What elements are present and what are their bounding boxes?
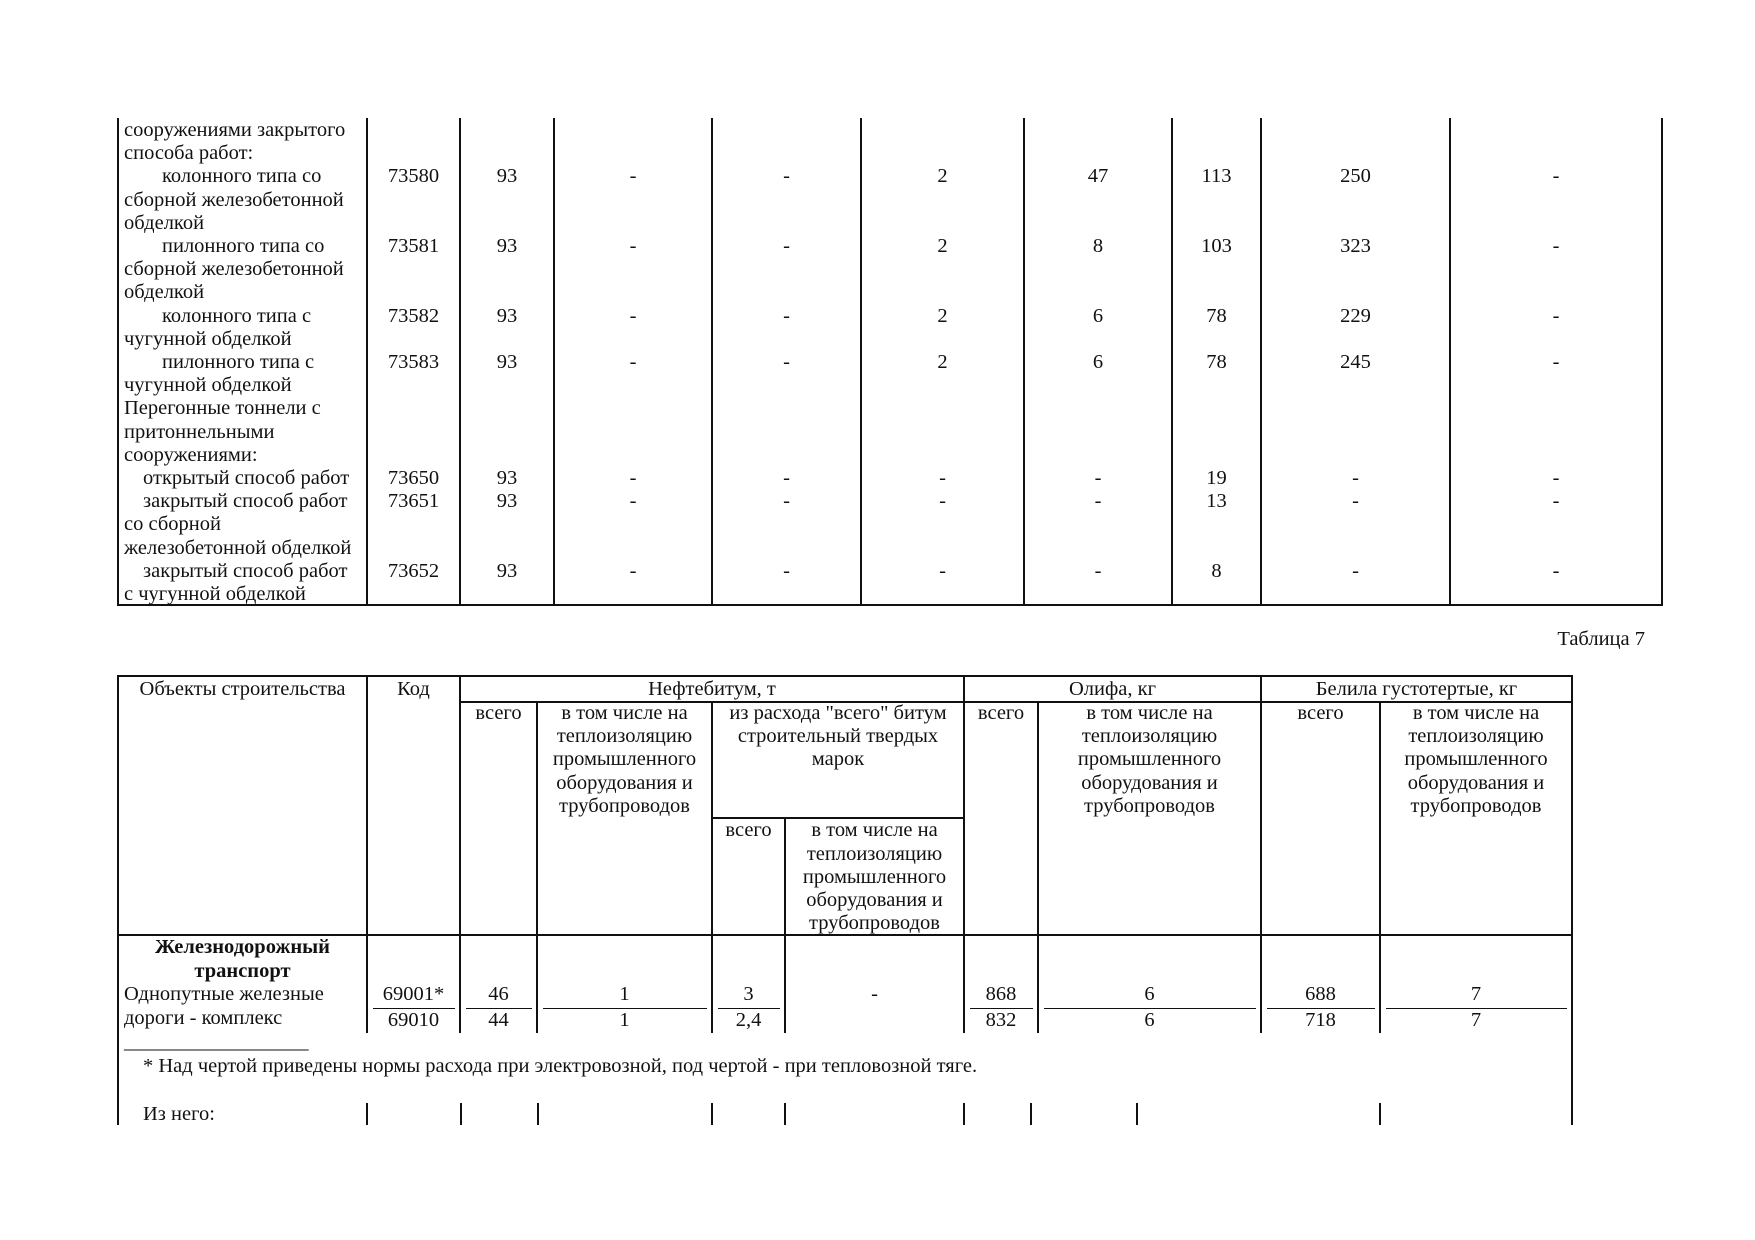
table-cell: 78 <box>1206 304 1227 327</box>
table-cell: - <box>939 490 946 513</box>
table-cell: 73583 <box>387 350 440 373</box>
row-label: открытый способ работ <box>143 466 350 489</box>
row-label: железобетонной обделкой <box>124 536 352 559</box>
header-bitumen-solid-insulation: трубопроводов <box>809 912 940 935</box>
table-cell: 2 <box>937 350 948 373</box>
table-column-rule <box>1136 1103 1138 1125</box>
table-cell: - <box>629 165 637 188</box>
header-bitumen-insulation: промышленного <box>552 748 697 771</box>
table-cell: 73580 <box>387 165 440 188</box>
header-drying-oil-insulation: в том числе на <box>1086 701 1213 724</box>
table-cell: - <box>939 466 946 489</box>
table-cell-above-line: - <box>871 983 878 1006</box>
table-cell: 323 <box>1340 234 1371 257</box>
header-bitumen-solid-grades: строительный твердых <box>737 725 939 748</box>
header-white-lead-total: всего <box>1297 701 1344 724</box>
header-bitumen-solid-insulation: промышленного <box>802 865 947 888</box>
table-column-rule <box>963 1103 965 1125</box>
table-column-rule <box>784 818 786 1033</box>
table-cell: 13 <box>1206 490 1227 513</box>
table-cell-below-line: 718 <box>1305 1008 1336 1031</box>
row-label: дороги - комплекс <box>124 1006 283 1029</box>
section-heading: Железнодорожный <box>155 936 330 959</box>
table-cell: - <box>1094 559 1102 582</box>
table-cell: 103 <box>1201 234 1232 257</box>
table-cell: 2 <box>937 304 948 327</box>
table-cell-below-line: 2,4 <box>735 1008 762 1031</box>
table-cell: 73582 <box>387 304 440 327</box>
table-cell: - <box>1094 490 1102 513</box>
table-column-rule <box>366 1103 368 1125</box>
table-column-rule <box>711 702 713 1033</box>
table-cell: 93 <box>496 304 518 327</box>
table-column-rule <box>366 676 368 1033</box>
table-column-rule <box>460 1103 462 1125</box>
table-cell: - <box>629 350 637 373</box>
table-cell-below-line: 6 <box>1144 1008 1155 1031</box>
table-cell-below-line: 69010 <box>387 1008 440 1031</box>
footnote-separator: __________________ <box>124 1031 309 1053</box>
row-label: колонного типа со <box>162 165 322 188</box>
header-bitumen-solid-grades: из расхода "всего" битум <box>729 701 947 724</box>
table-cell: - <box>1094 466 1102 489</box>
table-cell-below-line: 1 <box>619 1008 630 1031</box>
header-bitumen-insulation: теплоизоляцию <box>556 725 693 748</box>
table-column-rule <box>1379 702 1381 1033</box>
table-cell: - <box>629 304 637 327</box>
header-bitumen-insulation: трубопроводов <box>559 794 690 817</box>
table-cell: 93 <box>496 559 518 582</box>
footnote-text: * Над чертой приведены нормы расхода при электровозной, под чертой - при тепловозной тяге. <box>143 1055 978 1078</box>
table-cell: - <box>1352 559 1359 582</box>
row-label: колонного типа с <box>162 304 312 327</box>
table-cell: 6 <box>1092 350 1104 373</box>
header-white-lead-insulation: теплоизоляцию <box>1408 725 1544 748</box>
table-cell: - <box>939 559 946 582</box>
table-left-border <box>117 676 119 1125</box>
table-cell-above-line: 688 <box>1305 983 1336 1006</box>
header-white-lead-insulation: промышленного <box>1404 748 1548 771</box>
row-label: Однопутные железные <box>124 983 324 1006</box>
row-label: способа работ: <box>124 142 254 165</box>
row-label: сооружениями закрытого <box>124 118 346 141</box>
table-cell: - <box>1352 466 1359 489</box>
table-cell: - <box>629 234 637 257</box>
table-cell-above-line: 46 <box>488 983 509 1006</box>
table-right-border <box>1571 676 1573 1125</box>
table-cell-below-line: 44 <box>488 1008 509 1031</box>
table-cell: 250 <box>1340 165 1371 188</box>
table-cell: 73650 <box>387 466 440 489</box>
table-cell-above-line: 69001* <box>382 983 445 1006</box>
table-column-rule <box>536 702 538 1033</box>
table-cell: - <box>783 490 790 513</box>
table-cell: 73651 <box>387 490 440 513</box>
row-label: сооружениями: <box>124 443 258 466</box>
table-cell-below-line: 832 <box>985 1008 1017 1031</box>
header-drying-oil-insulation: оборудования и <box>1081 771 1218 794</box>
row-label: сборной железобетонной <box>124 258 344 281</box>
header-bitumen-insulation: в том числе на <box>561 701 688 724</box>
table-cell: - <box>1552 234 1560 257</box>
table-cell: 73652 <box>387 559 440 582</box>
table-cell-above-line: 1 <box>619 983 630 1006</box>
table-cell: 8 <box>1211 559 1222 582</box>
table-cell: - <box>783 234 790 257</box>
table-cell: 19 <box>1206 466 1227 489</box>
table-column-rule <box>963 676 965 1033</box>
table-cell: - <box>629 559 637 582</box>
header-bitumen: Нефтебитум, т <box>648 678 776 701</box>
header-drying-oil-insulation: трубопроводов <box>1084 794 1215 817</box>
table-column-rule <box>711 1103 713 1125</box>
header-bitumen-solid-insulation: теплоизоляцию <box>806 842 943 865</box>
row-label: чугунной обделкой <box>124 374 292 397</box>
row-label: со сборной <box>124 513 221 536</box>
table-column-rule <box>1037 702 1039 1033</box>
header-bitumen-solid-grades: марок <box>811 748 865 771</box>
table-caption: Таблица 7 <box>1557 628 1645 651</box>
table-cell: 73581 <box>387 234 440 257</box>
table-cell: 2 <box>937 234 948 257</box>
table-cell: 113 <box>1201 165 1232 188</box>
section-heading: транспорт <box>194 959 291 982</box>
table-cell: 245 <box>1340 350 1371 373</box>
table-cell: 93 <box>496 466 518 489</box>
header-bitumen-total: всего <box>475 701 522 724</box>
table-cell: - <box>629 490 637 513</box>
table-cell: 2 <box>937 165 948 188</box>
table-column-rule <box>1379 1103 1381 1125</box>
table-cell-above-line: 3 <box>743 983 754 1006</box>
row-label: закрытый способ работ <box>143 490 348 513</box>
row-label: сборной железобетонной <box>124 188 344 211</box>
table-column-rule <box>537 1103 539 1125</box>
header-code: Код <box>397 678 430 701</box>
row-label: пилонного типа с <box>162 350 315 373</box>
table-cell-below-line: 7 <box>1470 1008 1482 1031</box>
header-bitumen-insulation: оборудования и <box>556 771 693 794</box>
table-cell: 78 <box>1206 350 1227 373</box>
table-column-rule <box>459 676 461 1033</box>
table-cell: 93 <box>496 165 518 188</box>
table-cell: - <box>783 350 790 373</box>
table-cell: - <box>783 559 790 582</box>
row-label: закрытый способ работ <box>143 559 348 582</box>
table-cell: - <box>1552 165 1560 188</box>
row-label: Перегонные тоннели с <box>124 397 321 420</box>
table-cell: - <box>629 466 637 489</box>
table-column-rule <box>1030 1103 1032 1125</box>
table-cell: 47 <box>1087 165 1109 188</box>
table-top-rule <box>117 675 1573 677</box>
row-label: обделкой <box>124 211 205 234</box>
header-white-lead-insulation: в том числе на <box>1412 701 1540 724</box>
header-drying-oil-insulation: теплоизоляцию <box>1081 725 1218 748</box>
header-bitumen-solid-insulation: оборудования и <box>806 889 943 911</box>
table-cell-above-line: 6 <box>1144 983 1155 1006</box>
table-cell: - <box>1552 559 1560 582</box>
header-drying-oil-total: всего <box>977 701 1025 724</box>
header-bitumen-solid-insulation: в том числе на <box>811 819 938 842</box>
table-cell-above-line: 868 <box>985 983 1017 1006</box>
header-white-lead: Белила густотертые, кг <box>1315 678 1518 701</box>
table-cell: - <box>1552 466 1560 489</box>
table-cell: 93 <box>496 490 518 513</box>
row-label: обделкой <box>124 281 205 304</box>
table-cell: 93 <box>496 234 518 257</box>
table-cell: 93 <box>496 350 518 373</box>
table-cell: - <box>783 466 790 489</box>
table-cell: - <box>783 165 790 188</box>
header-objects: Объекты строительства <box>139 678 346 701</box>
header-white-lead-insulation: трубопроводов <box>1410 794 1542 817</box>
row-label: чугунной обделкой <box>124 327 292 350</box>
header-bitumen-solid-total: всего <box>725 819 772 842</box>
table-column-rule <box>1260 676 1262 1033</box>
table-column-rule <box>784 1103 786 1125</box>
header-drying-oil-insulation: промышленного <box>1077 748 1222 771</box>
header-white-lead-insulation: оборудования и <box>1407 771 1545 794</box>
subheading-of-which: Из него: <box>143 1103 215 1126</box>
header-drying-oil: Олифа, кг <box>1068 678 1157 701</box>
table-cell: 8 <box>1092 234 1104 257</box>
table-cell: - <box>1552 350 1560 373</box>
row-label: пилонного типа со <box>162 234 325 257</box>
table-cell: - <box>1552 304 1560 327</box>
table-cell: - <box>783 304 790 327</box>
row-label: с чугунной обделкой <box>124 582 306 605</box>
table-cell: 6 <box>1092 304 1104 327</box>
table-cell-above-line: 7 <box>1470 983 1482 1006</box>
row-label: притоннельными <box>124 420 275 443</box>
table-cell: - <box>1552 490 1560 513</box>
table-cell: - <box>1352 490 1359 513</box>
table-cell: 229 <box>1340 304 1371 327</box>
